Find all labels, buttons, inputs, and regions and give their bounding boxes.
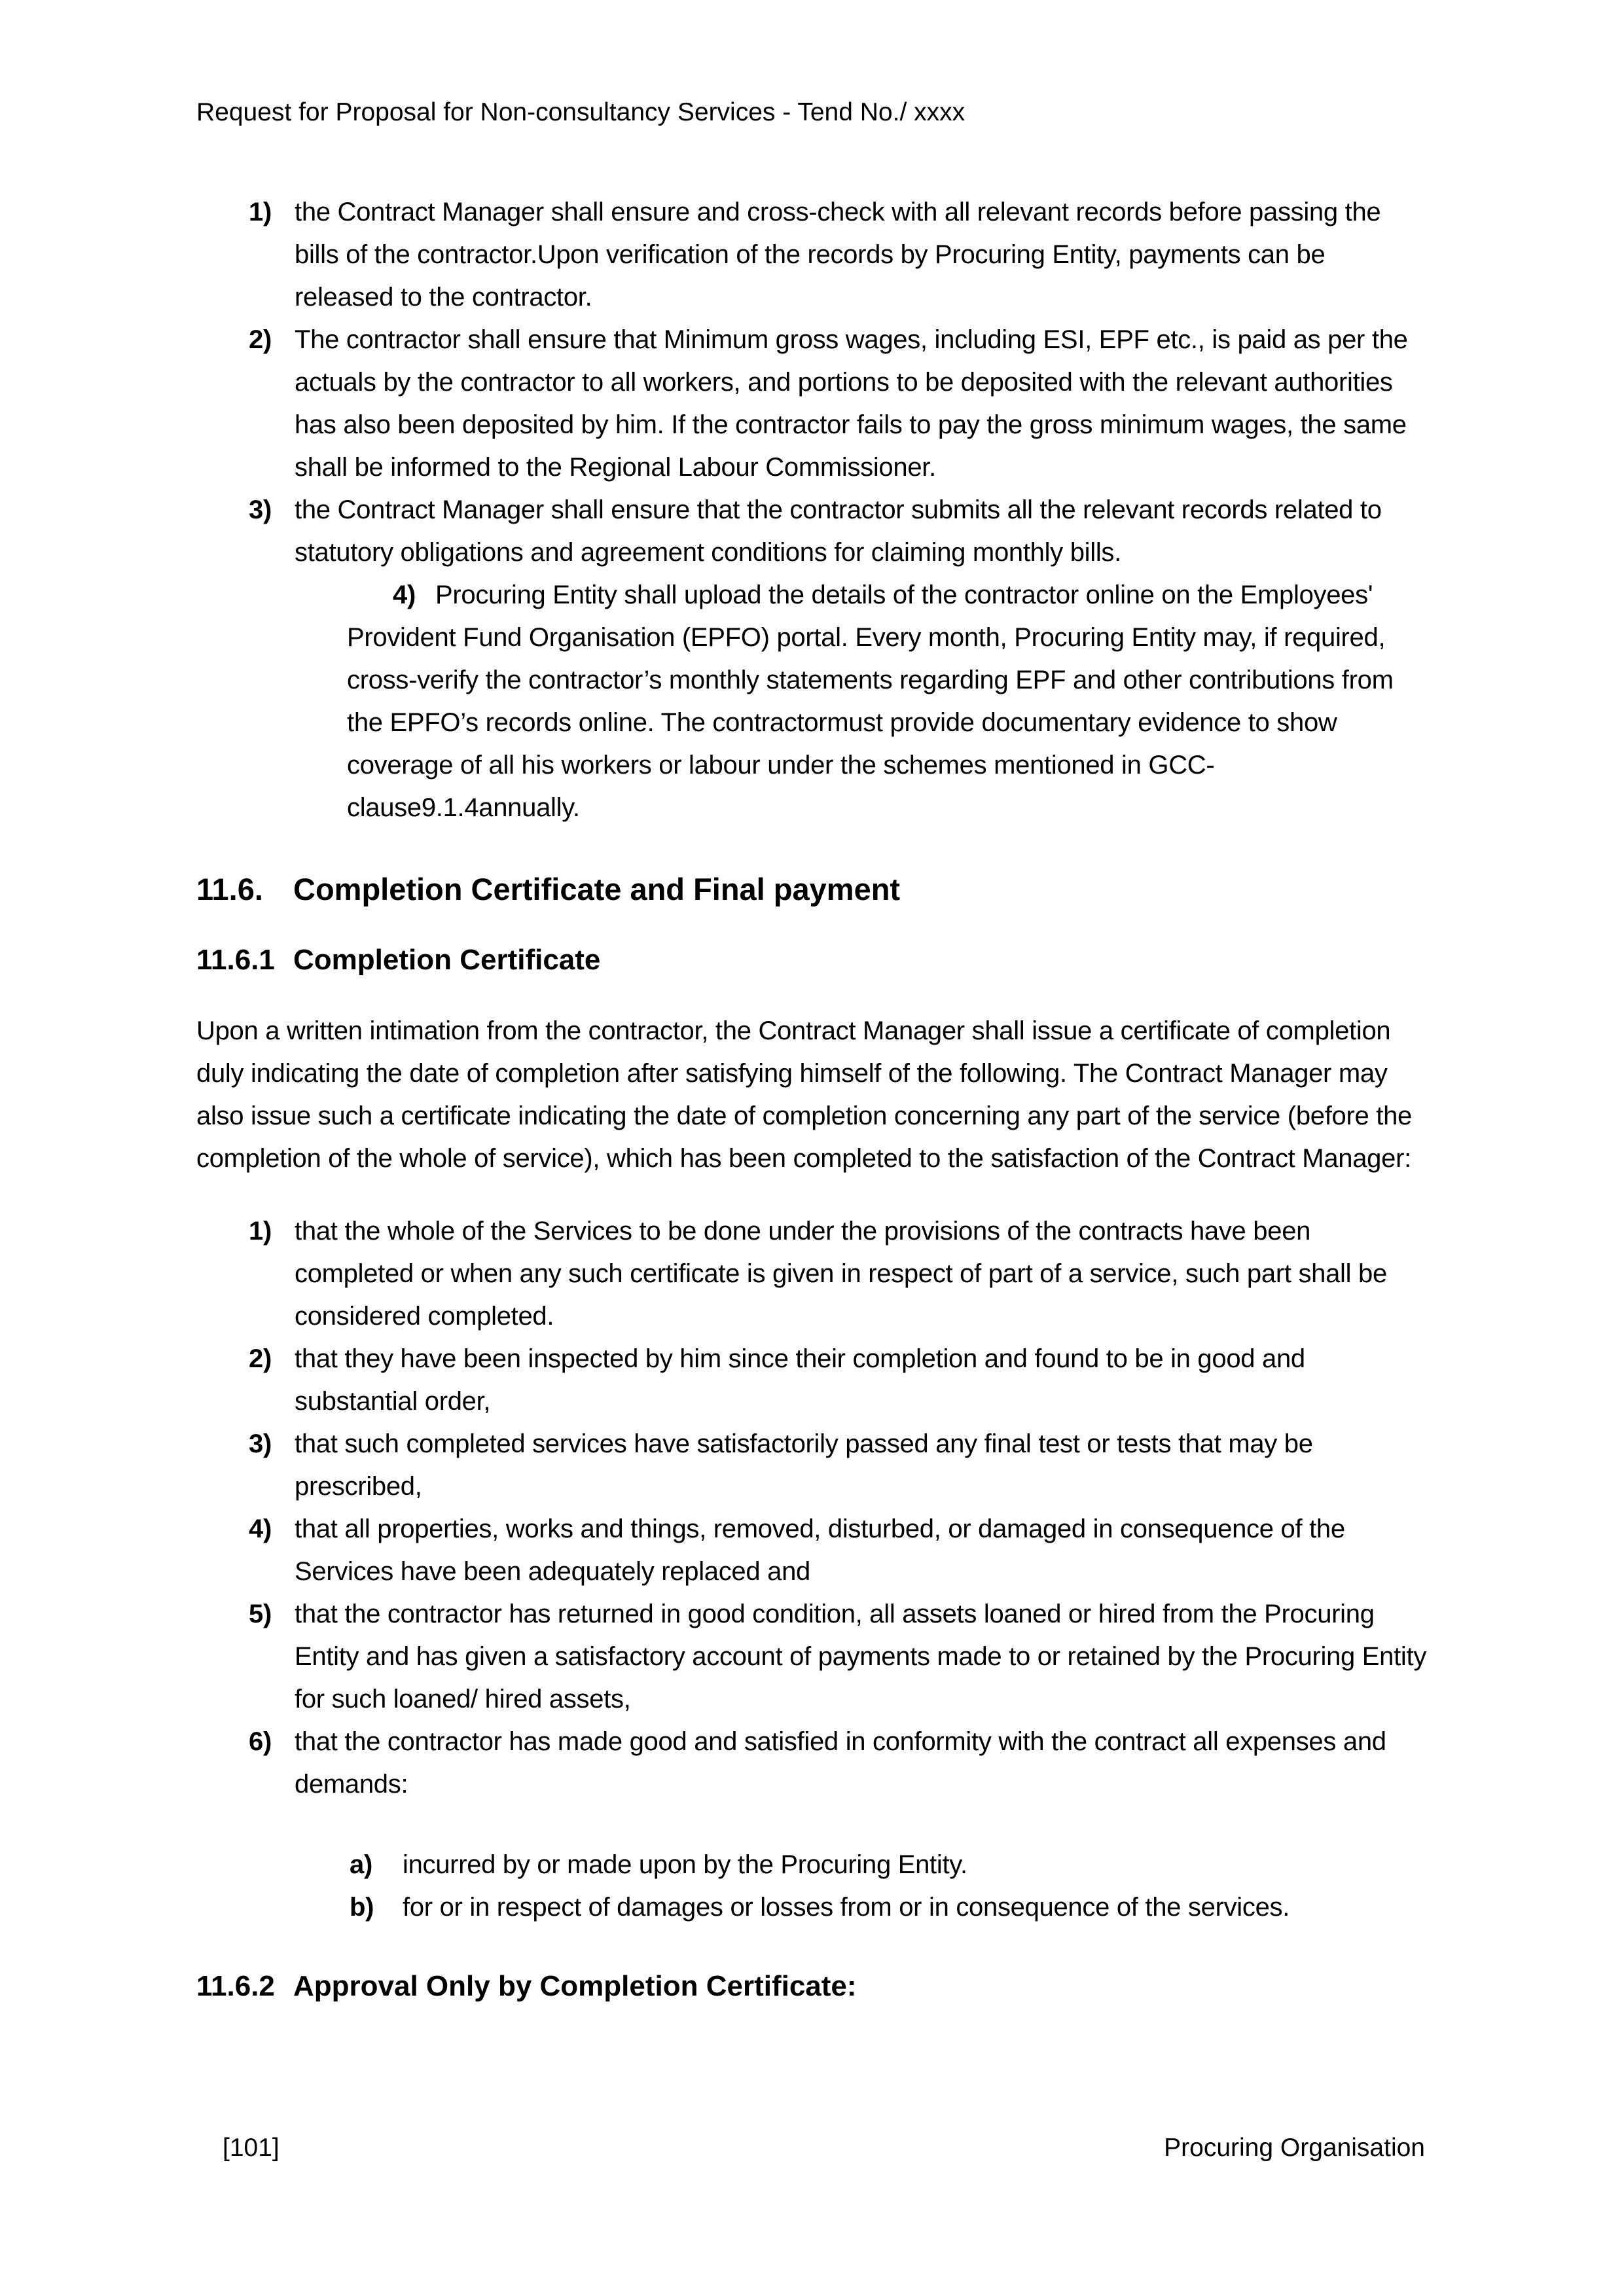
item-letter: a): [350, 1850, 372, 1879]
item-number: 3): [249, 1429, 272, 1458]
item-text: that the whole of the Services to be done under the provisions of the contracts have been completed or when any such certificate is given in respect of part of a service, such part shall be considered completed.: [295, 1217, 1387, 1331]
item-text: The contractor shall ensure that Minimum gross wages, including ESI, EPF etc., is paid as per the actuals by the contractor to all workers, and portions to be deposited with the relevant authorities has also been deposited by him. If the contractor fails to pay the gross minimum wages, the same shall be informed to the Regional Labour Commissioner.: [295, 325, 1408, 482]
item-text: the Contract Manager shall ensure that the contractor submits all the relevant records related to statutory obligations and agreement conditions for claiming monthly bills.: [295, 495, 1382, 567]
section-number: 11.6.1: [196, 944, 275, 976]
list-item: [249, 1423, 1427, 1508]
item-text: for or in respect of damages or losses from or in consequence of the services.: [403, 1893, 1290, 1922]
item-number: 1): [249, 198, 272, 226]
section-number: 11.6.: [196, 872, 263, 906]
item-number: 2): [249, 1344, 272, 1373]
item-letter: b): [350, 1893, 374, 1922]
list-item: [350, 1886, 1427, 1929]
intro-paragraph: Upon a written intimation from the contractor, the Contract Manager shall issue a certificate of completion duly indicating the date of completion after satisfying himself of the following. The Contract Manager may also issue such a certificate indicating the date of completion concerning any part of the service (before the completion of the whole of service), which has been completed to the satisfaction of the Contract Manager:: [196, 1016, 1412, 1173]
document-body: [196, 191, 1427, 2005]
list-item: [249, 1593, 1427, 1721]
item-text: that such completed services have satisfactorily passed any final test or tests that may be prescribed,: [295, 1429, 1313, 1501]
list-item: [347, 574, 1427, 829]
item-number: 3): [249, 495, 272, 524]
item-number: 2): [249, 325, 272, 354]
payment-verification-list: [196, 191, 1427, 829]
item-number: 4): [249, 1515, 272, 1543]
footer-organisation: Procuring Organisation: [1164, 2134, 1425, 2162]
section-title: Completion Certificate and Final payment: [293, 872, 901, 906]
list-item: [249, 1338, 1427, 1423]
completion-conditions-list: [196, 1210, 1427, 1929]
section-heading-11-6-1: [196, 942, 1427, 978]
item-number: 6): [249, 1727, 272, 1756]
list-item: [249, 489, 1427, 574]
document-footer: [196, 2132, 1425, 2164]
item-number: 4): [393, 581, 416, 609]
item-number: 5): [249, 1600, 272, 1628]
item-text: that the contractor has returned in good condition, all assets loaned or hired from the Procuring Entity and has given a satisfactory account of payments made to or retained by the Procuring Entity for such loaned/ hired assets,: [295, 1600, 1427, 1713]
list-item: [249, 1508, 1427, 1593]
document-header: Request for Proposal for Non-consultancy Services - Tend No./ xxxx: [196, 98, 965, 126]
list-item: [249, 319, 1427, 489]
item-text: that the contractor has made good and satisfied in conformity with the contract all expenses and demands:: [295, 1727, 1386, 1799]
footer-page-number: [101]: [223, 2134, 280, 2162]
item-number: 1): [249, 1217, 272, 1246]
section-heading-11-6: [196, 870, 1427, 909]
item-text: that all properties, works and things, removed, disturbed, or damaged in consequence of the Services have been adequately replaced and: [295, 1515, 1345, 1586]
list-item: [249, 1210, 1427, 1338]
section-number: 11.6.2: [196, 1970, 275, 2002]
list-item: [249, 1721, 1427, 1806]
item-text: incurred by or made upon by the Procuring Entity.: [403, 1850, 967, 1879]
item-text: Procuring Entity shall upload the details of the contractor online on the Employees' Provident Fund Organisation (EPFO) portal. Every month, Procuring Entity may, if required, cross-verify the contractor’s monthly statements regarding EPF and other contributions from the EPFO’s records online. The contractormust provide documentary evidence to show coverage of all his workers or labour under the schemes mentioned in GCC-clause9.1.4annually.: [347, 581, 1394, 822]
list-item: [249, 191, 1427, 319]
section-title: Approval Only by Completion Certificate:: [293, 1970, 857, 2002]
expenses-sublist: [249, 1844, 1427, 1929]
item-text: the Contract Manager shall ensure and cross-check with all relevant records before passing the bills of the contractor.Upon verification of the records by Procuring Entity, payments can be released to the contractor.: [295, 198, 1381, 312]
list-item: [350, 1844, 1427, 1886]
item-text: that they have been inspected by him since their completion and found to be in good and substantial order,: [295, 1344, 1305, 1416]
section-title: Completion Certificate: [293, 944, 601, 976]
section-heading-11-6-2: [196, 1968, 1427, 2005]
